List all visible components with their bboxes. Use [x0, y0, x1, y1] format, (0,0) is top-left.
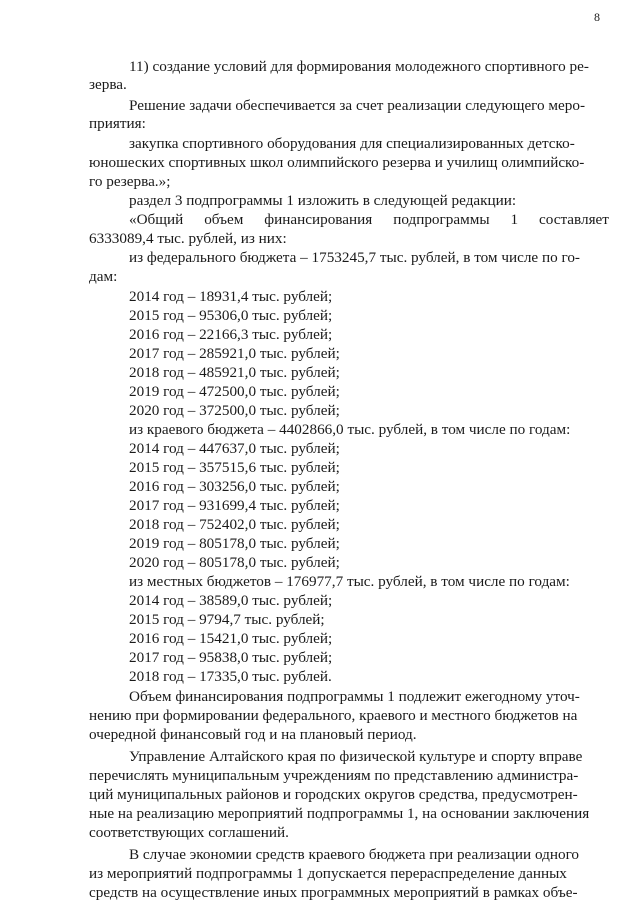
year-line: 2014 год – 447637,0 тыс. рублей;: [129, 440, 340, 457]
text-line: из федерального бюджета – 1753245,7 тыс. рублей, в том числе по го-: [129, 249, 580, 266]
year-line: 2018 год – 752402,0 тыс. рублей;: [129, 516, 340, 533]
text-line: ные на реализацию мероприятий подпрограммы 1, на основании заключения: [89, 805, 590, 822]
text-line: из мероприятий подпрограммы 1 допускается перераспределение данных: [89, 865, 567, 882]
text-line: перечислять муниципальным учреждениям по представлению администра-: [89, 767, 579, 784]
text-line: В случае экономии средств краевого бюджета при реализации одного: [129, 846, 580, 863]
year-line: 2016 год – 303256,0 тыс. рублей;: [129, 478, 340, 495]
word: 1: [510, 211, 519, 228]
page-number: 8: [594, 10, 600, 24]
year-line: 2014 год – 18931,4 тыс. рублей;: [129, 288, 333, 305]
text-line: зерва.: [89, 76, 127, 93]
year-line: 2018 год – 485921,0 тыс. рублей;: [129, 364, 340, 381]
word: подпрограммы: [393, 211, 490, 228]
text-line: из краевого бюджета – 4402866,0 тыс. рублей, в том числе по годам:: [129, 421, 571, 438]
word: «Общий: [129, 211, 184, 228]
text-line: го резерва.»;: [89, 173, 171, 190]
year-line: 2015 год – 9794,7 тыс. рублей;: [129, 611, 325, 628]
year-line: 2018 год – 17335,0 тыс. рублей.: [129, 668, 332, 685]
year-line: 2017 год – 285921,0 тыс. рублей;: [129, 345, 340, 362]
year-line: 2019 год – 805178,0 тыс. рублей;: [129, 535, 340, 552]
year-line: 2019 год – 472500,0 тыс. рублей;: [129, 383, 340, 400]
text-line: закупка спортивного оборудования для специализированных детско-: [129, 135, 575, 152]
text-line: средств на осуществление иных программных мероприятий в рамках объе-: [89, 884, 578, 901]
text-line: соответствующих соглашений.: [89, 824, 289, 841]
word: финансирования: [264, 211, 373, 228]
year-line: 2020 год – 805178,0 тыс. рублей;: [129, 554, 340, 571]
text-line: 11) создание условий для формирования молодежного спортивного ре-: [129, 58, 589, 75]
text-line: юношеских спортивных школ олимпийского резерва и училищ олимпийско-: [89, 154, 585, 171]
text-line: очередной финансовый год и на плановый период.: [89, 726, 417, 743]
year-line: 2016 год – 15421,0 тыс. рублей;: [129, 630, 333, 647]
year-line: 2020 год – 372500,0 тыс. рублей;: [129, 402, 340, 419]
year-line: 2016 год – 22166,3 тыс. рублей;: [129, 326, 333, 343]
text-line: ций муниципальных районов и городских округов средства, предусмотрен-: [89, 786, 578, 803]
text-line: Управление Алтайского края по физической культуре и спорту вправе: [129, 748, 583, 765]
text-line: из местных бюджетов – 176977,7 тыс. рублей, в том числе по годам:: [129, 573, 570, 590]
text-line: нению при формировании федерального, краевого и местного бюджетов на: [89, 707, 578, 724]
word: составляет: [539, 211, 609, 228]
text-line: раздел 3 подпрограммы 1 изложить в следующей редакции:: [129, 192, 517, 209]
word: объем: [204, 211, 244, 228]
year-line: 2015 год – 95306,0 тыс. рублей;: [129, 307, 333, 324]
text-line: 6333089,4 тыс. рублей, из них:: [89, 230, 287, 247]
text-line: приятия:: [89, 115, 146, 132]
text-line: дам:: [89, 268, 118, 285]
text-line: Объем финансирования подпрограммы 1 подлежит ежегодному уточ-: [129, 688, 580, 705]
year-line: 2017 год – 95838,0 тыс. рублей;: [129, 649, 333, 666]
text-line-justified: [129, 211, 609, 229]
text-line: Решение задачи обеспечивается за счет реализации следующего меро-: [129, 97, 586, 114]
year-line: 2017 год – 931699,4 тыс. рублей;: [129, 497, 340, 514]
year-line: 2014 год – 38589,0 тыс. рублей;: [129, 592, 333, 609]
year-line: 2015 год – 357515,6 тыс. рублей;: [129, 459, 340, 476]
